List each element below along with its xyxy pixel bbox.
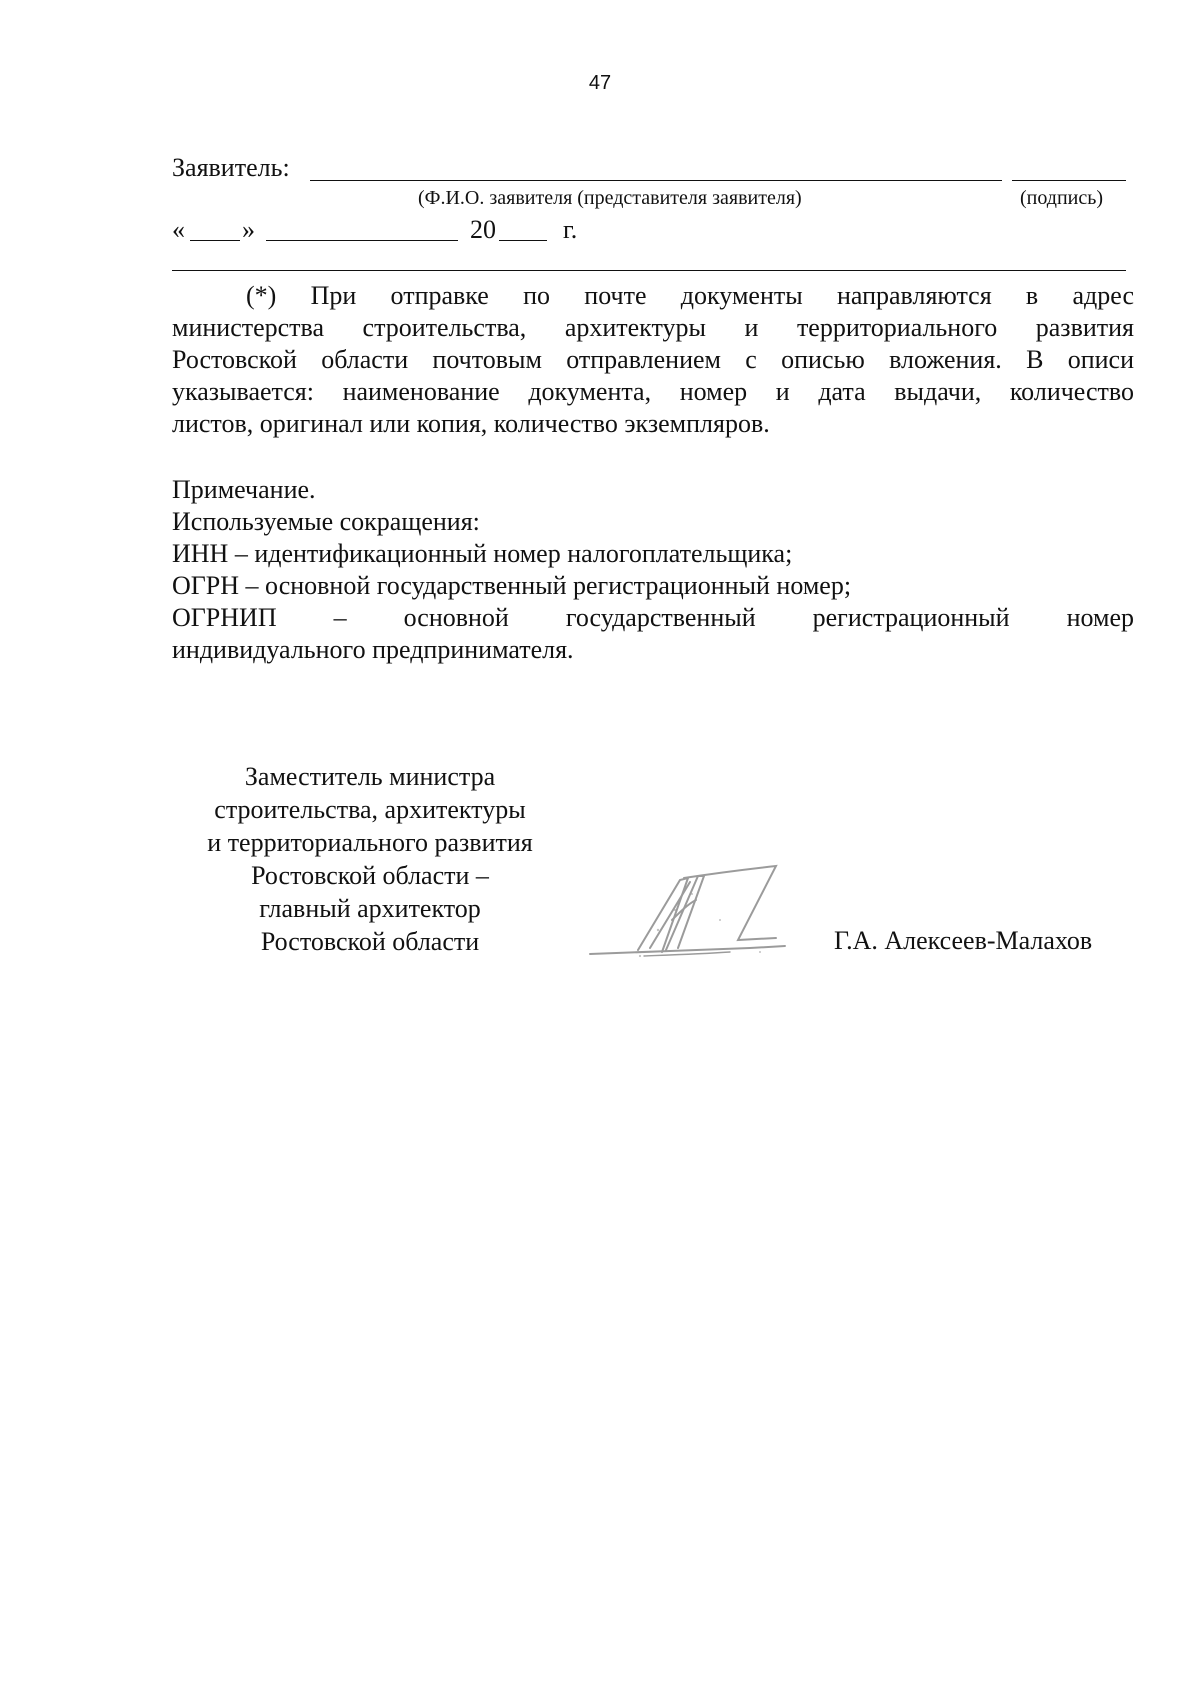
date-year-suffix: г. bbox=[563, 215, 578, 244]
note-ogrn: ОГРН – основной государственный регистрационный номер; bbox=[172, 571, 852, 600]
applicant-label: Заявитель: bbox=[172, 153, 290, 182]
position-line-5: главный архитектор bbox=[259, 894, 481, 923]
footnote-line-3: Ростовской области почтовым отправлением с описью вложения. В описи bbox=[172, 345, 1134, 374]
fio-caption: (Ф.И.О. заявителя (представителя заявителя) bbox=[418, 187, 802, 209]
handwritten-signature bbox=[580, 860, 800, 970]
note-title: Примечание. bbox=[172, 475, 316, 504]
footnote-line-4: указывается: наименование документа, номер и дата выдачи, количество bbox=[172, 377, 1134, 406]
applicant-fio-line[interactable] bbox=[310, 180, 1002, 181]
footnote-line-2: министерства строительства, архитектуры и территориального развития bbox=[172, 313, 1134, 342]
note-ogrnip-line-1: ОГРНИП – основной государственный регистрационный номер bbox=[172, 603, 1134, 632]
position-line-6: Ростовской области bbox=[260, 927, 480, 956]
applicant-signature-line[interactable] bbox=[1012, 180, 1126, 181]
date-year-prefix: 20 bbox=[470, 215, 496, 244]
position-line-2: строительства, архитектуры bbox=[214, 795, 526, 824]
position-line-4: Ростовской области – bbox=[251, 861, 489, 890]
separator-line bbox=[172, 270, 1126, 271]
date-close-quote: » bbox=[242, 215, 255, 244]
date-year-line[interactable] bbox=[499, 240, 547, 241]
date-month-line[interactable] bbox=[266, 240, 458, 241]
note-subtitle: Используемые сокращения: bbox=[172, 507, 480, 536]
position-line-1: Заместитель министра bbox=[244, 762, 496, 791]
date-day-line[interactable] bbox=[190, 240, 240, 241]
signatory-name: Г.А. Алексеев-Малахов bbox=[834, 926, 1093, 955]
note-ogrnip-line-2: индивидуального предпринимателя. bbox=[172, 635, 574, 664]
footnote-line-5: листов, оригинал или копия, количество экземпляров. bbox=[172, 409, 770, 438]
date-open-quote: « bbox=[172, 215, 185, 244]
signatory-position bbox=[180, 760, 560, 958]
signature-caption: (подпись) bbox=[1020, 187, 1104, 209]
position-line-3: и территориального развития bbox=[207, 828, 533, 857]
footnote-line-1: (*) При отправке по почте документы направляются в адрес bbox=[246, 281, 1134, 310]
page-number: 47 bbox=[588, 72, 612, 94]
note-inn: ИНН – идентификационный номер налогоплательщика; bbox=[172, 539, 793, 568]
